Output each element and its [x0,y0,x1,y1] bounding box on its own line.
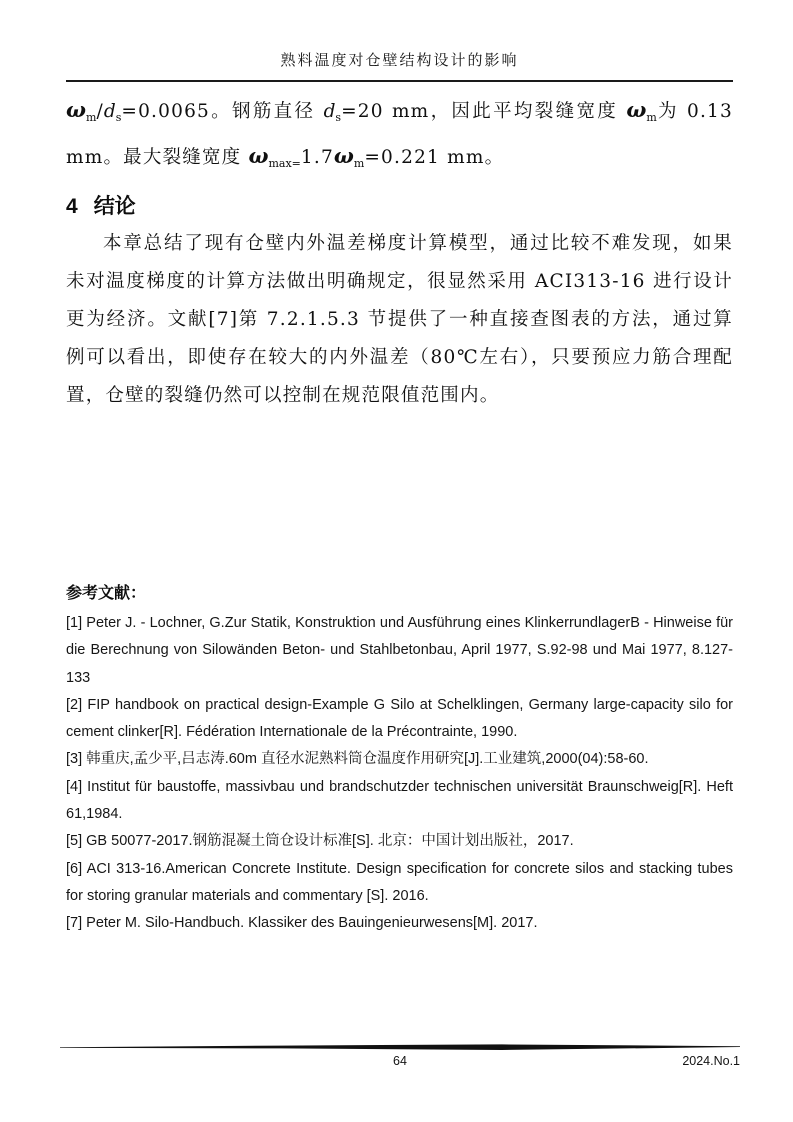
formula-segment: =0.221 mm。 [364,147,505,168]
formula-segment: s [335,111,342,124]
formula-segment: 1.7 [300,147,334,168]
formula-segment: m [353,157,365,170]
reference-item: [3] 韩重庆,孟少平,吕志涛.60m 直径水泥熟料筒仓温度作用研究[J].工业建筑,2000(04):58-60. [66,751,649,768]
reference-item: [7] Peter M. Silo-Handbuch. Klassiker des Bauingenieurwesens[M]. 2017. [66,915,538,932]
references-heading: 参考文献： [66,585,147,602]
section-heading [66,193,733,220]
reference-item: [4] Institut für baustoffe, massivbau und brandschutzder technischen universität Braunschweig[R]. Heft 61,1984. [66,778,733,823]
footer-row [60,1053,740,1070]
formula-segment: s [115,111,122,124]
reference-item: [5] GB 50077-2017.钢筋混凝土筒仓设计标准[S]. 北京：中国计划出版社，2017. [66,833,574,850]
section-title: 结论 [93,195,136,218]
formula-segment: max= [268,157,301,170]
reference-item: [6] ACI 313-16.American Concrete Institute. Design specification for concrete silos and stacking tubes for storing granular materials and commentary [S]. 2016. [66,860,733,904]
reference-item: [2] FIP handbook on practical design-Example G Silo at Schelklingen, Germany large-capacity silo for cement clinker[R]. Fédération Internationale de la Précontrainte, 1990. [66,696,733,741]
formula-segment: / [96,101,104,122]
running-head-title: 熟料温度对仓壁结构设计的影响 [280,51,519,69]
references-section [0,583,793,938]
footer-rule [60,1044,740,1051]
issue-label: 2024.No.1 [682,1054,740,1068]
page-header [66,0,733,82]
formula-segment: ω [626,97,647,122]
formula-segment: 为 0.13 mm。最大裂缝宽度 [66,101,733,168]
reference-item: [1] Peter J. - Lochner, G.Zur Statik, Konstruktion und Ausführung eines KlinkerrundlagerB - Hinweise für die Berechnung von Silowänden Beton- und Stahlbetonbau, April 1977, S.92-98 und Mai 1977, 8.127-133 [66,615,733,686]
formula-segment: ω [248,143,269,168]
formula-segment: ω [66,97,86,122]
formula-segment: =0.0065。钢筋直径 [121,101,324,122]
references-list [66,610,733,938]
formula-segment: d [323,101,336,122]
formula-segment: ω [333,143,354,168]
section-number: 4 [66,195,78,218]
formula-segment: m [646,111,657,124]
conclusion-paragraph: 本章总结了现有仓壁内外温差梯度计算模型，通过比较不难发现，如果未对温度梯度的计算方法做出明确规定，很显然采用 ACI313-16 进行设计更为经济。文献[7]第 7.2.1.5.3 节提供了一种直接查图表的方法，通过算例可以看出，即使存在较大的内外温差（80℃左右），只要预应力筋合理配置，仓壁的裂缝仍然可以控制在规范限值范围内。 [66,233,733,406]
formula-segment: m [86,111,97,124]
formula-segment: d [103,101,116,122]
formula-segment: =20 mm，因此平均裂缝宽度 [341,101,627,122]
crack-width-formula-paragraph [66,91,733,183]
page-footer [60,1044,740,1070]
page-number: 64 [393,1054,407,1068]
